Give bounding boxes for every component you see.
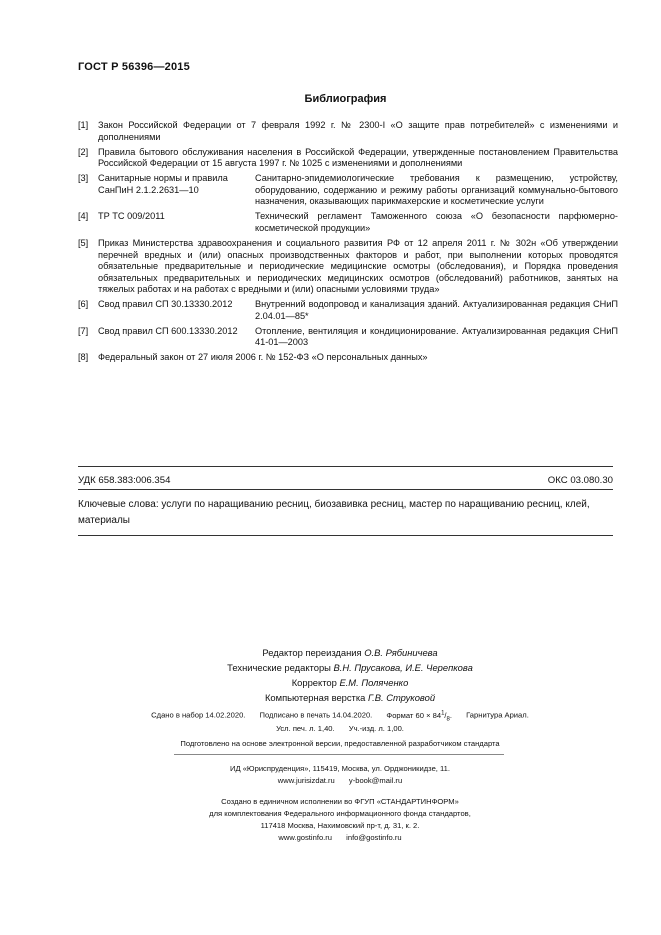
bib-number: [7] <box>78 325 89 336</box>
print-format: Формат $60 \times 84^1/_8$. <box>386 710 452 723</box>
bib-number: [6] <box>78 299 89 310</box>
producer-line3: 117418 Москва, Нахимовский пр-т, д. 31, к. 2. <box>260 821 420 830</box>
bib-number: [4] <box>78 211 89 222</box>
publisher-email-link[interactable]: y-book@mail.ru <box>348 776 403 785</box>
udk-code: УДК 658.383:006.354 <box>78 475 171 486</box>
publisher-contacts <box>100 776 580 785</box>
publisher-divider <box>174 754 504 755</box>
bib-source: ТР ТС 009/2011 <box>98 211 165 222</box>
bib-entry <box>78 326 618 349</box>
bib-number: [8] <box>78 352 89 363</box>
bibliography-title: Библиография <box>304 93 387 105</box>
keywords: Ключевые слова: услуги по наращиванию ресниц, биозавивка ресниц, мастер по наращиванию ресниц, клей, материалы <box>78 499 590 526</box>
credit-layout <box>140 690 560 705</box>
bib-source: Свод правил СП 600.13330.2012 <box>98 325 238 336</box>
bib-source: Свод правил СП 30.13330.2012 <box>98 299 233 310</box>
format-sup: 1 <box>441 710 445 716</box>
producer-email-link[interactable]: info@gostinfo.ru <box>346 833 402 842</box>
credit-label: Корректор <box>291 677 337 688</box>
bib-number: [3] <box>78 173 89 184</box>
bib-entry <box>78 120 618 143</box>
credit-editor <box>140 645 560 660</box>
format-sub: 8 <box>446 716 450 723</box>
bib-text: Закон Российской Федерации от 7 февраля 1992 г. № 2300-I «О защите прав потребителей» с изменениями и дополнениями <box>98 120 618 142</box>
bib-entry <box>78 238 618 296</box>
bib-text: Внутренний водопровод и канализация зданий. Актуализированная редакция СНиП 2.04.01—85* <box>255 299 618 321</box>
credit-label: Компьютерная верстка <box>264 692 366 703</box>
format-value: Формат 60 × 84 <box>386 710 442 720</box>
bib-text: Правила бытового обслуживания населения в Российской Федерации, утвержденные постановлением Правительства Российской Федерации от 15 августа 1997 г. № 1025 с изменениями и дополнениями <box>98 146 618 169</box>
bib-entry <box>78 299 618 322</box>
standard-code: ГОСТ Р 56396—2015 <box>78 61 190 73</box>
bib-entry <box>78 352 618 364</box>
prepared-note: Подготовлено на основе электронной версии, предоставленной разработчиком стандарта <box>180 739 500 748</box>
credit-label: Редактор переиздания <box>262 647 362 658</box>
credit-person: В.Н. Прусакова, И.Е. Черепкова <box>333 662 473 673</box>
bibliography-list <box>78 120 618 367</box>
bib-number: [5] <box>78 237 89 248</box>
print-info-line2 <box>100 724 580 733</box>
divider-bottom <box>78 535 613 536</box>
publish-sheets: Уч.-изд. л. 1,00. <box>348 724 404 733</box>
credits-block <box>140 645 560 705</box>
producer-line1: Создано в единичном исполнении во ФГУП «СТАНДАРТИНФОРМ» <box>221 797 459 806</box>
credit-person: Г.В. Струковой <box>367 692 436 703</box>
signed-date: Подписано в печать 14.04.2020. <box>259 710 373 720</box>
credit-person: Е.М. Поляченко <box>339 677 409 688</box>
bib-text: Приказ Министерства здравоохранения и социального развития РФ от 12 апреля 2011 г. № 302н «Об утверждении перечней вредных и (или) опасных производственных факторов и работ, при выполнении которых проводятся обязательные предварительные и периодические медицинские осмотры (обследования), и Порядка проведения обязательных предварительных и периодических медицинских осмотров (обследований) работников, занятых на тяжелых работах и на работах с вредными и (или) опасными условиями труда» <box>98 237 618 295</box>
credit-label: Технические редакторы <box>227 662 331 673</box>
credit-corrector <box>140 675 560 690</box>
typeset-date: Сдано в набор 14.02.2020. <box>151 710 246 720</box>
publisher-address: ИД «Юриспруденция», 115419, Москва, ул. Орджоникидзе, 11. <box>229 764 451 773</box>
credit-tech-editors <box>140 660 560 675</box>
divider-top <box>78 466 613 467</box>
bib-text: Отопление, вентиляция и кондиционирование. Актуализированная редакция СНиП 41-01—2003 <box>255 325 618 348</box>
print-info-line1 <box>100 710 580 722</box>
publisher-site-link[interactable]: www.jurisizdat.ru <box>277 776 335 785</box>
bib-number: [2] <box>78 146 89 157</box>
bib-source: Санитарные нормы и правила СанПиН 2.1.2.2631—10 <box>98 173 228 195</box>
producer-site-link[interactable]: www.gostinfo.ru <box>278 833 333 842</box>
divider-middle <box>78 489 613 490</box>
credit-person: О.В. Рябиничева <box>364 647 438 658</box>
print-sheets: Усл. печ. л. 1,40. <box>276 724 335 733</box>
oks-code: ОКС 03.080.30 <box>547 475 613 486</box>
bib-entry <box>78 173 618 208</box>
producer-line2: для комплектования Федерального информационного фонда стандартов, <box>209 809 471 818</box>
bib-text: Технический регламент Таможенного союза «О безопасности парфюмерно-косметической продукции» <box>255 211 618 233</box>
bib-number: [1] <box>78 120 89 130</box>
font-name: Гарнитура Ариал. <box>466 710 529 720</box>
bib-entry <box>78 147 618 170</box>
bib-entry <box>78 211 618 234</box>
bib-text: Санитарно-эпидемиологические требования к размещению, устройству, оборудованию, содержанию и режиму работы организаций коммунально-бытового назначения, оказывающих парикмахерские и косметические услуги <box>255 173 618 207</box>
bib-text: Федеральный закон от 27 июля 2006 г. № 152-ФЗ «О персональных данных» <box>98 352 428 363</box>
producer-contacts <box>100 833 580 842</box>
